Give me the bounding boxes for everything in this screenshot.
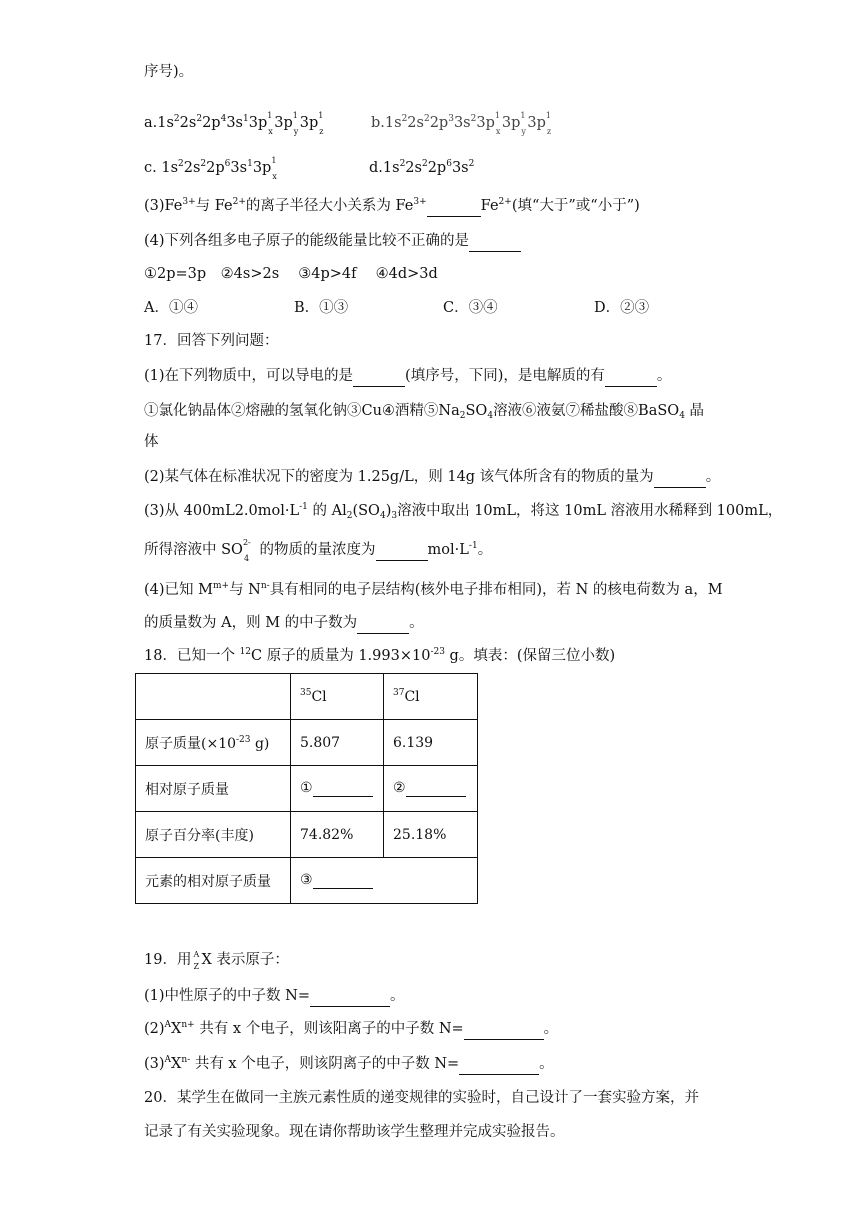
answer-blank[interactable]: [464, 1019, 544, 1040]
choice-c[interactable]: C．③④: [443, 300, 498, 316]
table-cell: 原子质量($\times 10^{-23}$ g): [136, 720, 291, 766]
table-header-cl35: $^{35}$Cl: [291, 674, 384, 720]
answer-blank[interactable]: [313, 780, 373, 797]
question-3: $(3)Fe^{3+}$与 $Fe^{2+}$的离子半径大小关系为 $Fe^{3+}$ $Fe^{2+}$(填“大于”或“小于”): [144, 196, 640, 217]
config-option-c: c. $1s^22s^22p^63s^13p$ 1 x: [144, 156, 277, 181]
question-4-items: ①2p=3p ②4s>2s ③4p>4f ④4d>3d: [144, 266, 438, 282]
question-17-title: 17．回答下列问题：: [144, 333, 279, 349]
answer-blank[interactable]: [654, 467, 706, 488]
question-17-4-cont: 的质量数为 A，则 M 的中子数为 。: [144, 613, 424, 634]
choice-a[interactable]: A．①④: [144, 300, 198, 316]
table-row: [136, 674, 478, 720]
question-4: (4)下列各组多电子原子的能级能量比较不正确的是: [144, 231, 521, 252]
config-option-b: $b.1s^22s^22p^33s^23p$ 1 x 3p 1 y 3p 1 z: [371, 111, 552, 136]
question-19-3: $(3)^AX^{n-}$ 共有 x 个电子，则该阴离子的中子数 N= 。: [144, 1054, 554, 1075]
table-cell: 元素的相对原子质量: [136, 858, 291, 904]
table-cell: [136, 674, 291, 720]
question-18: 18．已知一个 $^{12}$C 原子的质量为 $1.993\times 10^{-23}$ g。填表：(保留三位小数): [144, 647, 616, 664]
answer-blank[interactable]: [353, 366, 405, 387]
question-19-2: $(2)^AX^{n+}$ 共有 x 个电子，则该阳离子的中子数 N= 。: [144, 1019, 558, 1040]
question-20-cont: 记录了有关实验现象。现在请你帮助该学生整理并完成实验报告。: [144, 1124, 565, 1140]
choice-d[interactable]: D．②③: [594, 300, 650, 316]
question-20: 20．某学生在做同一主族元素性质的递变规律的实验时，自己设计了一套实验方案，并: [144, 1090, 699, 1106]
question-17-4: (4)已知 $M^{m+}$与 $N^{n-}$具有相同的电子层结构(核外电子排布相同)，若 N 的核电荷数为 a，M: [144, 581, 723, 598]
question-17-2: (2)某气体在标准状况下的密度为 1.25g/L，则 14g 该气体所含有的物质的量为 。: [144, 467, 720, 488]
table-cell[interactable]: ①: [291, 766, 384, 812]
answer-blank[interactable]: [357, 613, 409, 634]
table-cell: 5.807: [291, 720, 384, 766]
answer-blank[interactable]: [406, 780, 466, 797]
table-cell: 25.18%: [384, 812, 478, 858]
answer-blank[interactable]: [313, 872, 373, 889]
question-17-items: ①氯化钠晶体②熔融的氢氧化钠③Cu④酒精$⑤Na_2SO_4$溶液⑥液氨⑦稀盐酸⑧BaSO$_4$ 晶: [144, 403, 705, 421]
config-option-d: $d.1s^22s^22p^63s^2$: [369, 159, 475, 176]
table-cell: 6.139: [384, 720, 478, 766]
answer-blank[interactable]: [427, 196, 481, 217]
config-option-a: $a.1s^22s^22p^43s^13p$ 1 x 3p 1 y 3p 1 z: [144, 111, 324, 136]
question-19: 19．用 A Z X 表示原子：: [144, 950, 289, 971]
question-19-1: (1)中性原子的中子数 N= 。: [144, 986, 405, 1007]
answer-blank[interactable]: [376, 540, 428, 561]
table-cell[interactable]: ③: [291, 858, 478, 904]
text-line: 序号)。: [144, 64, 194, 80]
choice-b[interactable]: B．①③: [294, 300, 349, 316]
answer-blank[interactable]: [605, 366, 657, 387]
isotope-table: [135, 673, 478, 904]
answer-blank[interactable]: [469, 231, 521, 252]
table-cell[interactable]: ②: [384, 766, 478, 812]
table-cell: 74.82%: [291, 812, 384, 858]
answer-blank[interactable]: [310, 986, 390, 1007]
table-cell: 相对原子质量: [136, 766, 291, 812]
table-row: [136, 858, 478, 904]
question-17-items-cont: 体: [144, 434, 159, 450]
table-row: [136, 812, 478, 858]
question-17-1: (1)在下列物质中，可以导电的是 (填序号，下同)，是电解质的有 。: [144, 366, 671, 387]
answer-blank[interactable]: [459, 1054, 539, 1075]
table-row: [136, 766, 478, 812]
table-header-cl37: $^{37}$Cl: [384, 674, 478, 720]
question-17-3: (3)从 $400mL2.0mol\cdot L^{-1}$ 的 $Al_2(SO_4)_3$溶液中取出 10mL，将这 10mL 溶液用水稀释到 100mL，: [144, 502, 783, 521]
question-17-3-cont: 所得溶液中 SO 2- 4 的物质的量浓度为 $mol\cdot L^{-1}$。: [144, 538, 493, 563]
table-row: [136, 720, 478, 766]
table-cell: 原子百分率(丰度): [136, 812, 291, 858]
